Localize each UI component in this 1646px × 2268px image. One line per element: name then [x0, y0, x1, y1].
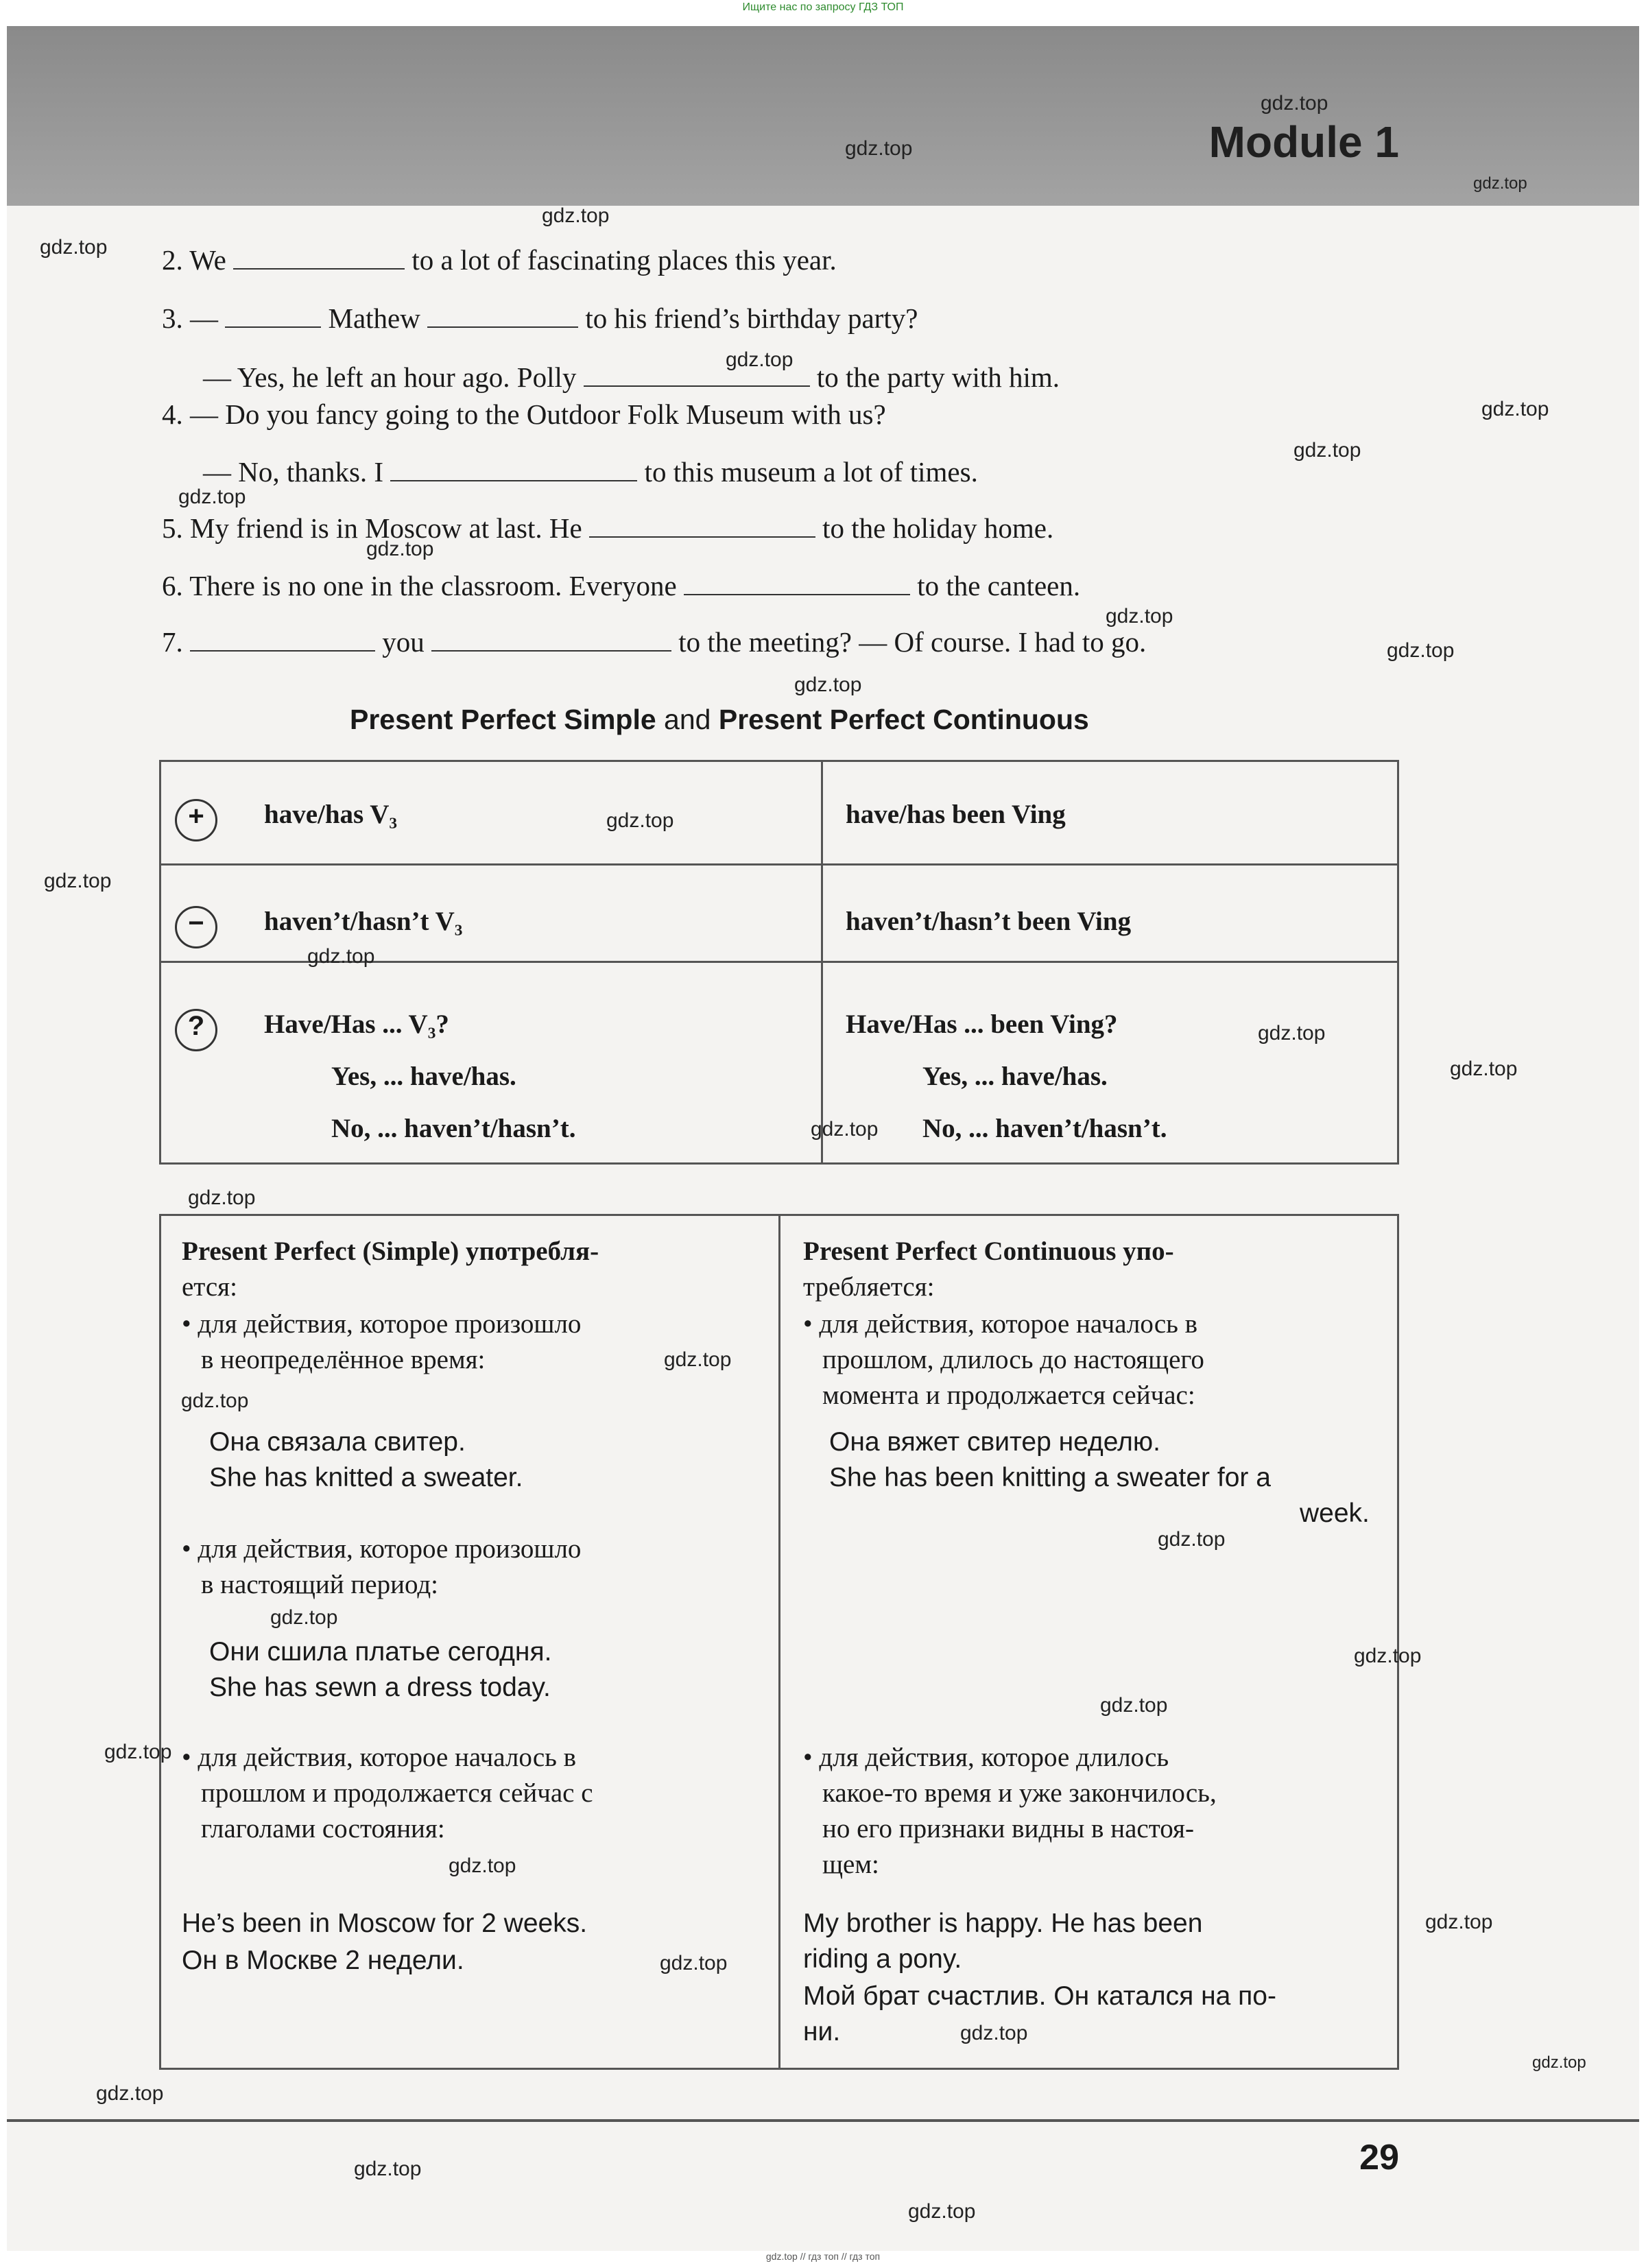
watermark: gdz.top	[354, 2158, 422, 2180]
page-number: 29	[1359, 2138, 1399, 2177]
left-heading: ется:	[182, 1272, 237, 1302]
line-text: you	[382, 626, 425, 658]
watermark: gdz.top	[1532, 2053, 1586, 2072]
watermark: gdz.top	[542, 204, 610, 227]
simple-negative: haven’t/hasn’t V₃	[264, 907, 463, 936]
right-bullet: щем:	[822, 1850, 879, 1879]
header-band	[7, 26, 1639, 206]
exercise-line-5	[162, 512, 1053, 545]
bottom-note: gdz.top // гдз топ // гдз топ	[765, 2251, 881, 2262]
continuous-positive: have/has been Ving	[846, 800, 1066, 829]
watermark: gdz.top	[104, 1741, 172, 1763]
watermark: gdz.top	[1481, 398, 1549, 420]
answer-blank	[431, 630, 671, 652]
watermark: gdz.top	[449, 1854, 516, 1877]
watermark: gdz.top	[811, 1118, 879, 1141]
exercise-line-3	[162, 302, 918, 335]
simple-question: Have/Has ... V₃?	[264, 1010, 449, 1039]
watermark: gdz.top	[1354, 1645, 1422, 1667]
plus-icon: +	[175, 799, 217, 841]
continuous-question: Have/Has ... been Ving?	[846, 1010, 1118, 1039]
right-bullet: • для действия, которое началось в	[803, 1309, 1198, 1339]
right-bullet: момента и продолжается сейчас:	[822, 1381, 1195, 1410]
simple-no: No, ... haven’t/hasn’t.	[331, 1114, 576, 1143]
watermark: gdz.top	[845, 137, 913, 160]
watermark: gdz.top	[181, 1389, 249, 1412]
left-bullet: в неопределённое время:	[201, 1345, 486, 1374]
exercise-line-4	[162, 398, 886, 431]
table-divider	[161, 863, 1397, 866]
left-bullet: прошлом и продолжается сейчас с	[201, 1778, 593, 1808]
answer-blank	[225, 306, 321, 328]
answer-blank	[427, 306, 578, 328]
watermark: gdz.top	[96, 2082, 164, 2105]
left-example: She has knitted a sweater.	[209, 1463, 523, 1492]
watermark: gdz.top	[40, 236, 108, 259]
right-heading: требляется:	[803, 1272, 935, 1302]
exercise-line-4b	[203, 455, 978, 488]
footer-rule	[7, 2119, 1639, 2122]
line-number: 5.	[162, 512, 183, 544]
left-bullet: • для действия, которое произошло	[182, 1309, 582, 1339]
watermark: gdz.top	[44, 870, 112, 892]
table-divider	[778, 1216, 780, 2068]
line-text: to a lot of fascinating places this year.	[412, 244, 837, 276]
watermark: gdz.top	[726, 348, 794, 371]
line-number: 2.	[162, 244, 183, 276]
left-heading: Present Perfect (Simple) употребля-	[182, 1237, 599, 1266]
answer-blank	[233, 248, 405, 270]
left-example: Он в Москве 2 недели.	[182, 1946, 464, 1975]
right-example: Мой брат счастлив. Он катался на по-	[803, 1981, 1276, 2011]
module-title: Module 1	[1208, 117, 1399, 167]
watermark: gdz.top	[178, 486, 246, 508]
line-text: to his friend’s birthday party?	[585, 302, 918, 334]
watermark: gdz.top	[794, 673, 862, 696]
right-example: ни.	[803, 2017, 841, 2046]
question-icon: ?	[175, 1009, 217, 1051]
right-example: She has been knitting a sweater for a	[829, 1463, 1271, 1492]
line-text: — Yes, he left an hour ago. Polly	[203, 361, 577, 393]
line-text: to the party with him.	[816, 361, 1060, 393]
exercise-line-2	[162, 243, 837, 276]
left-bullet: • для действия, которое началось в	[182, 1743, 577, 1772]
watermark: gdz.top	[908, 2200, 976, 2223]
line-number: 6.	[162, 570, 183, 601]
answer-blank	[390, 459, 637, 481]
watermark: gdz.top	[307, 945, 375, 968]
left-bullet: глаголами состояния:	[201, 1814, 445, 1843]
line-text: My friend is in Moscow at last. He	[190, 512, 582, 544]
watermark: gdz.top	[366, 538, 434, 560]
right-example: My brother is happy. He has been	[803, 1909, 1203, 1938]
watermark: gdz.top	[1158, 1528, 1226, 1551]
line-number: 3.	[162, 302, 183, 334]
watermark: gdz.top	[1425, 1911, 1493, 1933]
watermark: gdz.top	[606, 809, 674, 832]
watermark: gdz.top	[660, 1952, 728, 1974]
usage-table	[159, 1214, 1399, 2070]
line-text: to the meeting? — Of course. I had to go.	[678, 626, 1147, 658]
answer-blank	[684, 573, 910, 595]
right-example: Она вяжет свитер неделю.	[829, 1427, 1160, 1457]
line-text: — Do you fancy going to the Outdoor Folk Museum with us?	[190, 398, 886, 430]
right-example: riding a pony.	[803, 1944, 962, 1974]
watermark: gdz.top	[960, 2022, 1028, 2044]
right-bullet: • для действия, которое длилось	[803, 1743, 1169, 1772]
line-text: to the holiday home.	[822, 512, 1054, 544]
exercise-line-6	[162, 569, 1080, 602]
answer-blank	[190, 630, 375, 652]
exercise-line-7	[162, 625, 1146, 658]
watermark: gdz.top	[664, 1348, 732, 1371]
line-number: 4.	[162, 398, 183, 430]
left-example: Они сшила платье сегодня.	[209, 1637, 552, 1667]
minus-icon: −	[175, 906, 217, 948]
continuous-no: No, ... haven’t/hasn’t.	[922, 1114, 1167, 1143]
line-number: 7.	[162, 626, 183, 658]
line-text: Mathew	[328, 302, 420, 334]
watermark: gdz.top	[1100, 1694, 1168, 1717]
line-text: to this museum a lot of times.	[644, 456, 978, 488]
answer-blank	[589, 516, 815, 538]
watermark: gdz.top	[1450, 1058, 1518, 1080]
line-text: We	[189, 244, 226, 276]
top-note: Ищите нас по запросу ГДЗ ТОП	[742, 1, 904, 13]
right-bullet: но его признаки видны в настоя-	[822, 1814, 1194, 1843]
watermark: gdz.top	[1387, 639, 1455, 662]
line-text: — No, thanks. I	[203, 456, 384, 488]
exercise-line-3b	[203, 361, 1060, 394]
continuous-negative: haven’t/hasn’t been Ving	[846, 907, 1132, 936]
left-bullet: • для действия, которое произошло	[182, 1534, 582, 1564]
left-example: Она связала свитер.	[209, 1427, 466, 1457]
right-bullet: прошлом, длилось до настоящего	[822, 1345, 1204, 1374]
watermark: gdz.top	[1106, 605, 1173, 628]
left-bullet: в настоящий период:	[201, 1570, 439, 1599]
watermark: gdz.top	[270, 1606, 338, 1629]
right-heading: Present Perfect Continuous упо-	[803, 1237, 1174, 1266]
section-title: Present Perfect Simple and Present Perfect Continuous	[350, 704, 1089, 735]
watermark: gdz.top	[1258, 1022, 1326, 1045]
simple-positive: have/has V₃	[264, 800, 398, 829]
right-example: week.	[1300, 1499, 1370, 1528]
line-text: There is no one in the classroom. Everyone	[189, 570, 677, 601]
right-bullet: какое-то время и уже закончилось,	[822, 1778, 1217, 1808]
continuous-yes: Yes, ... have/has.	[922, 1062, 1108, 1091]
left-example: He’s been in Moscow for 2 weeks.	[182, 1909, 588, 1938]
watermark: gdz.top	[1473, 174, 1527, 193]
watermark: gdz.top	[188, 1186, 256, 1209]
left-example: She has sewn a dress today.	[209, 1673, 551, 1702]
watermark: gdz.top	[1261, 92, 1328, 115]
line-text: —	[190, 302, 218, 334]
line-text: to the canteen.	[917, 570, 1081, 601]
watermark: gdz.top	[1293, 439, 1361, 462]
simple-yes: Yes, ... have/has.	[331, 1062, 516, 1091]
